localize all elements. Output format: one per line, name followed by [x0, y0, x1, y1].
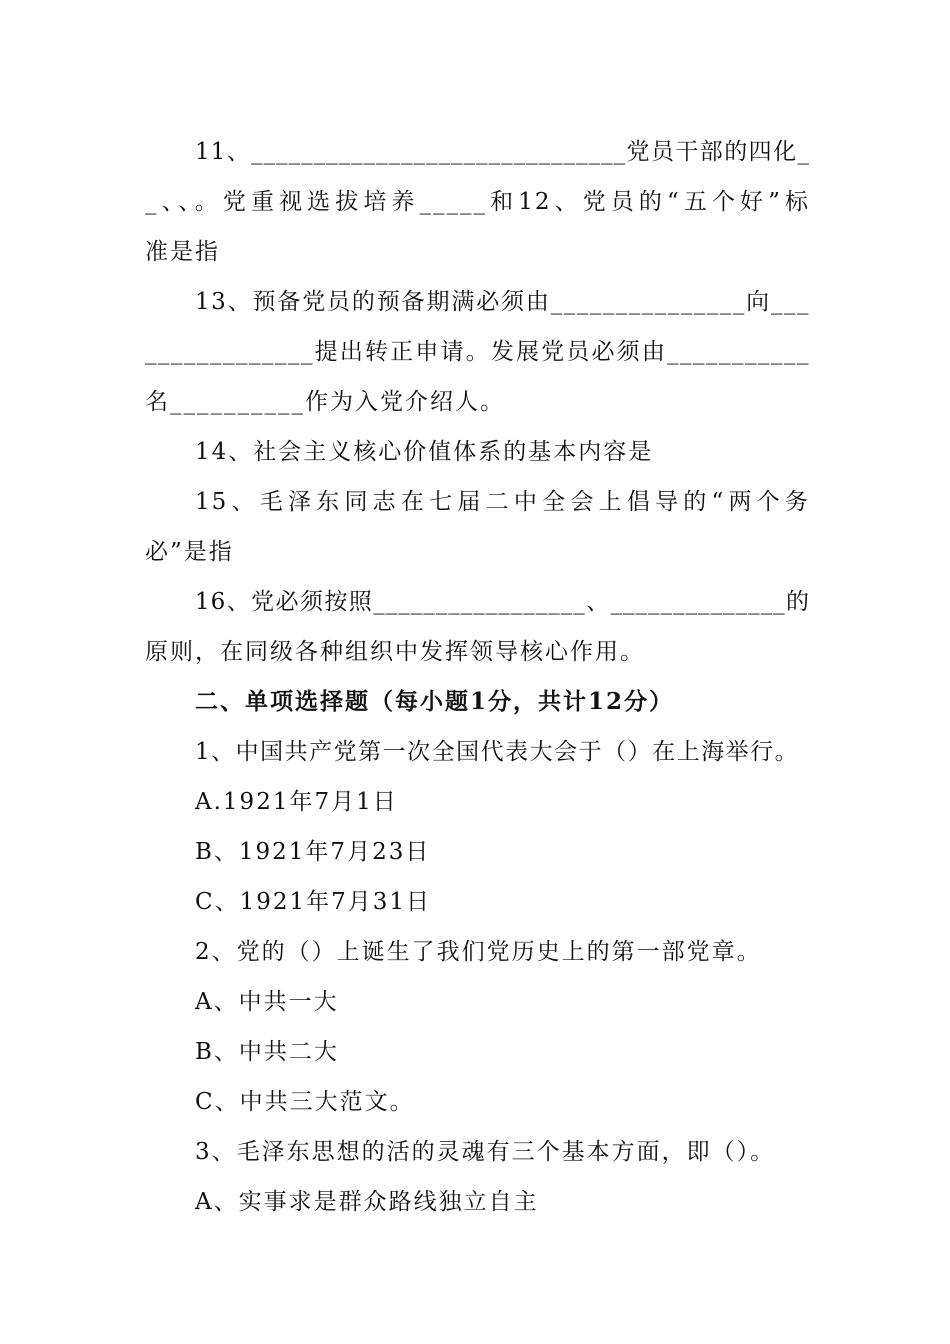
question-13-line-2: _____________提出转正申请。发展党员必须由___________ — [145, 339, 810, 365]
question-13-line-1: 13、预备党员的预备期满必须由_______________向___ — [195, 289, 810, 315]
mc-question-1: 1、中国共产党第一次全国代表大会于（）在上海举行。 — [195, 739, 800, 765]
mc-2-option-a: A、中共一大 — [195, 989, 339, 1015]
question-11-line-2: _、、。党重视选拔培养_____和12、党员的“五个好”标 — [145, 189, 810, 215]
mc-2-option-c: C、中共三大范文。 — [195, 1089, 415, 1115]
question-16-line-1: 16、党必须按照_________________、______________的 — [195, 589, 810, 615]
question-11-line-1: 11、______________________________党员干部的四化_ — [195, 139, 810, 165]
mc-1-option-c: C、1921年7月31日 — [195, 889, 432, 915]
question-12-line-2: 准是指 — [145, 239, 220, 265]
mc-1-option-a: A.1921年7月1日 — [195, 789, 398, 815]
mc-1-option-b: B、1921年7月23日 — [195, 839, 431, 865]
mc-question-3: 3、毛泽东思想的活的灵魂有三个基本方面，即（）。 — [195, 1139, 776, 1165]
question-14: 14、社会主义核心价值体系的基本内容是 — [195, 439, 654, 465]
question-15-line-1: 15、毛泽东同志在七届二中全会上倡导的“两个务 — [195, 489, 810, 515]
mc-3-option-a: A、实事求是群众路线独立自主 — [195, 1189, 539, 1215]
mc-question-2: 2、党的（）上诞生了我们党历史上的第一部党章。 — [195, 939, 762, 965]
section-heading: 二、单项选择题（每小题1分，共计12分） — [195, 688, 675, 715]
question-13-line-3: 名__________作为入党介绍人。 — [145, 389, 505, 415]
question-15-line-2: 必”是指 — [145, 539, 234, 565]
question-16-line-2: 原则，在同级各种组织中发挥领导核心作用。 — [145, 639, 645, 665]
mc-2-option-b: B、中共二大 — [195, 1039, 339, 1065]
